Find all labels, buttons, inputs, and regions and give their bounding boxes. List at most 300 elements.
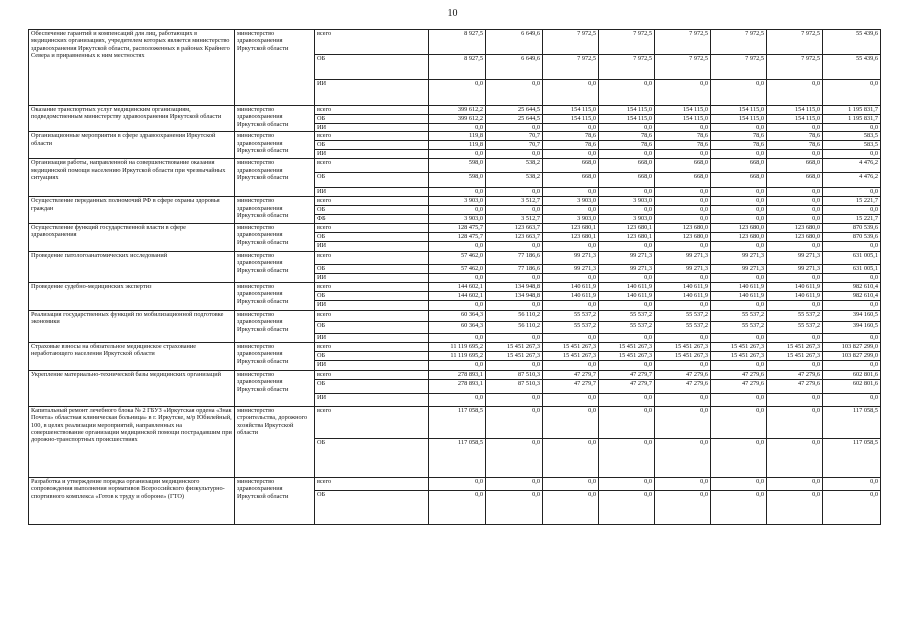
value-cell: 99 271,3	[711, 264, 767, 273]
value-cell: 154 115,0	[767, 115, 823, 124]
funding-source-cell: ОБ	[315, 351, 429, 360]
table-row	[29, 159, 881, 173]
value-cell: 47 279,6	[767, 370, 823, 379]
value-cell: 278 893,1	[429, 370, 486, 379]
value-cell: 0,0	[429, 206, 486, 215]
value-cell: 0,0	[767, 80, 823, 106]
total-cell: 103 827 299,0	[823, 342, 881, 351]
value-cell: 0,0	[767, 241, 823, 251]
total-cell: 0,0	[823, 393, 881, 406]
value-cell: 0,0	[767, 300, 823, 310]
value-cell: 99 271,3	[711, 251, 767, 264]
value-cell: 99 271,3	[767, 264, 823, 273]
value-cell: 154 115,0	[711, 106, 767, 115]
value-cell: 99 271,3	[599, 264, 655, 273]
value-cell: 47 279,6	[711, 379, 767, 393]
value-cell: 0,0	[599, 406, 655, 438]
value-cell: 128 475,7	[429, 223, 486, 232]
value-cell: 0,0	[655, 124, 711, 132]
value-cell: 0,0	[543, 406, 599, 438]
value-cell: 0,0	[711, 438, 767, 477]
value-cell: 0,0	[486, 300, 543, 310]
value-cell: 0,0	[655, 188, 711, 197]
value-cell: 87 510,3	[486, 379, 543, 393]
value-cell: 3 903,0	[543, 215, 599, 223]
value-cell: 154 115,0	[767, 106, 823, 115]
value-cell: 0,0	[486, 273, 543, 282]
value-cell: 0,0	[711, 360, 767, 370]
value-cell: 78,6	[767, 132, 823, 141]
value-cell: 55 537,2	[599, 310, 655, 321]
value-cell: 3 512,7	[486, 215, 543, 223]
funding-source-cell: ИИ	[315, 360, 429, 370]
total-cell: 4 476,2	[823, 159, 881, 173]
value-cell: 3 903,0	[599, 197, 655, 206]
total-cell: 1 195 831,7	[823, 115, 881, 124]
value-cell: 60 364,3	[429, 321, 486, 333]
value-cell: 140 611,9	[655, 282, 711, 291]
value-cell: 15 451 267,3	[486, 351, 543, 360]
value-cell: 0,0	[543, 206, 599, 215]
executor-cell: министерство здравоохранения Иркутской области	[235, 106, 315, 132]
total-cell: 602 801,6	[823, 370, 881, 379]
total-cell: 870 539,6	[823, 223, 881, 232]
table-body	[29, 30, 881, 525]
value-cell: 99 271,3	[599, 251, 655, 264]
value-cell: 154 115,0	[655, 115, 711, 124]
funding-source-cell: ИИ	[315, 333, 429, 342]
program-name-cell: Реализация государственных функций по мобилизационной подготовке экономики	[29, 310, 235, 342]
value-cell: 25 644,5	[486, 106, 543, 115]
value-cell: 0,0	[599, 360, 655, 370]
funding-source-cell: всего	[315, 406, 429, 438]
funding-source-cell: ОБ	[315, 173, 429, 188]
value-cell: 0,0	[655, 273, 711, 282]
value-cell: 77 186,6	[486, 264, 543, 273]
value-cell: 0,0	[486, 333, 543, 342]
program-name-cell: Проведение патологоанатомических исследований	[29, 251, 235, 282]
value-cell: 57 462,0	[429, 264, 486, 273]
value-cell: 0,0	[711, 197, 767, 206]
funding-source-cell: ОБ	[315, 379, 429, 393]
executor-cell: министерство здравоохранения Иркутской области	[235, 159, 315, 197]
value-cell: 7 972,5	[767, 30, 823, 55]
value-cell: 0,0	[486, 490, 543, 524]
total-cell: 0,0	[823, 360, 881, 370]
value-cell: 0,0	[767, 273, 823, 282]
value-cell: 0,0	[655, 360, 711, 370]
funding-source-cell: ИИ	[315, 124, 429, 132]
value-cell: 47 279,7	[543, 379, 599, 393]
total-cell: 0,0	[823, 80, 881, 106]
value-cell: 47 279,7	[599, 370, 655, 379]
program-name-cell: Укрепление материально-технической базы медицинских организаций	[29, 370, 235, 406]
value-cell: 0,0	[711, 300, 767, 310]
program-name-cell: Разработка и утверждение порядка организации медицинского сопровождения выполнения нормативов Всероссийского физкультурно-спортивного комплекса «Готов к труду и обороне» (ГТО)	[29, 477, 235, 524]
value-cell: 0,0	[655, 241, 711, 251]
value-cell: 0,0	[655, 80, 711, 106]
value-cell: 3 903,0	[599, 215, 655, 223]
value-cell: 0,0	[486, 241, 543, 251]
value-cell: 144 602,1	[429, 291, 486, 300]
value-cell: 0,0	[429, 124, 486, 132]
program-name-cell: Обеспечение гарантий и компенсаций для лиц, работающих в медицинских организациях, учредителем которых является министерство здравоохранения Иркутской области, расположенных в районах Крайнего Севера и приравненных к ним местностях	[29, 30, 235, 106]
table-row	[29, 370, 881, 379]
value-cell: 140 611,9	[599, 291, 655, 300]
value-cell: 8 927,5	[429, 55, 486, 80]
value-cell: 154 115,0	[599, 115, 655, 124]
value-cell: 0,0	[767, 197, 823, 206]
funding-source-cell: ОБ	[315, 438, 429, 477]
value-cell: 15 451 267,3	[599, 351, 655, 360]
value-cell: 0,0	[711, 273, 767, 282]
funding-source-cell: ИИ	[315, 80, 429, 106]
value-cell: 87 510,3	[486, 370, 543, 379]
value-cell: 0,0	[711, 241, 767, 251]
funding-source-cell: всего	[315, 251, 429, 264]
funding-source-cell: ОБ	[315, 291, 429, 300]
table-row	[29, 477, 881, 490]
value-cell: 99 271,3	[655, 251, 711, 264]
value-cell: 78,6	[711, 132, 767, 141]
value-cell: 15 451 267,3	[767, 342, 823, 351]
value-cell: 99 271,3	[543, 251, 599, 264]
value-cell: 0,0	[655, 197, 711, 206]
program-name-cell: Организация работы, направленной на совершенствование оказания медицинской помощи населению Иркутской области при чрезвычайных ситуациях	[29, 159, 235, 197]
total-cell: 0,0	[823, 241, 881, 251]
funding-source-cell: ОБ	[315, 232, 429, 241]
total-cell: 631 005,1	[823, 251, 881, 264]
value-cell: 78,6	[599, 132, 655, 141]
executor-cell: министерство здравоохранения Иркутской области	[235, 132, 315, 159]
value-cell: 15 451 267,3	[655, 351, 711, 360]
value-cell: 56 110,2	[486, 310, 543, 321]
funding-source-cell: ИИ	[315, 273, 429, 282]
funding-source-cell: ОБ	[315, 115, 429, 124]
total-cell: 55 439,6	[823, 55, 881, 80]
budget-table	[28, 29, 881, 525]
value-cell: 15 451 267,3	[599, 342, 655, 351]
funding-source-cell: всего	[315, 106, 429, 115]
value-cell: 0,0	[486, 393, 543, 406]
value-cell: 668,0	[767, 159, 823, 173]
value-cell: 119,8	[429, 132, 486, 141]
value-cell: 0,0	[543, 241, 599, 251]
value-cell: 0,0	[599, 438, 655, 477]
total-cell: 4 476,2	[823, 173, 881, 188]
value-cell: 0,0	[429, 150, 486, 159]
value-cell: 77 186,6	[486, 251, 543, 264]
value-cell: 0,0	[543, 438, 599, 477]
total-cell: 15 221,7	[823, 197, 881, 206]
value-cell: 140 611,9	[711, 291, 767, 300]
value-cell: 7 972,5	[599, 30, 655, 55]
value-cell: 123 680,0	[655, 223, 711, 232]
value-cell: 55 537,2	[711, 321, 767, 333]
value-cell: 0,0	[767, 406, 823, 438]
value-cell: 117 058,5	[429, 438, 486, 477]
value-cell: 144 602,1	[429, 282, 486, 291]
value-cell: 56 110,2	[486, 321, 543, 333]
value-cell: 7 972,5	[599, 55, 655, 80]
value-cell: 0,0	[429, 490, 486, 524]
value-cell: 15 451 267,3	[655, 342, 711, 351]
value-cell: 123 663,7	[486, 232, 543, 241]
value-cell: 0,0	[655, 206, 711, 215]
value-cell: 0,0	[599, 124, 655, 132]
value-cell: 668,0	[655, 173, 711, 188]
value-cell: 0,0	[486, 360, 543, 370]
funding-source-cell: всего	[315, 342, 429, 351]
value-cell: 8 927,5	[429, 30, 486, 55]
value-cell: 11 119 695,2	[429, 351, 486, 360]
total-cell: 0,0	[823, 300, 881, 310]
value-cell: 0,0	[711, 188, 767, 197]
value-cell: 0,0	[486, 406, 543, 438]
value-cell: 538,2	[486, 159, 543, 173]
value-cell: 0,0	[599, 188, 655, 197]
total-cell: 631 005,1	[823, 264, 881, 273]
value-cell: 598,0	[429, 159, 486, 173]
value-cell: 3 903,0	[429, 197, 486, 206]
value-cell: 0,0	[711, 477, 767, 490]
value-cell: 0,0	[599, 393, 655, 406]
value-cell: 668,0	[543, 159, 599, 173]
value-cell: 0,0	[486, 150, 543, 159]
executor-cell: министерство строительства, дорожного хозяйства Иркутской области	[235, 406, 315, 477]
value-cell: 7 972,5	[655, 55, 711, 80]
value-cell: 154 115,0	[543, 115, 599, 124]
value-cell: 47 279,6	[655, 379, 711, 393]
value-cell: 0,0	[655, 215, 711, 223]
table-row	[29, 406, 881, 438]
total-cell: 982 610,4	[823, 282, 881, 291]
executor-cell: министерство здравоохранения Иркутской области	[235, 223, 315, 251]
value-cell: 25 644,5	[486, 115, 543, 124]
value-cell: 117 058,5	[429, 406, 486, 438]
value-cell: 123 680,1	[543, 223, 599, 232]
value-cell: 7 972,5	[543, 30, 599, 55]
value-cell: 0,0	[486, 80, 543, 106]
value-cell: 0,0	[543, 188, 599, 197]
total-cell: 0,0	[823, 206, 881, 215]
value-cell: 78,6	[767, 141, 823, 150]
value-cell: 278 893,1	[429, 379, 486, 393]
funding-source-cell: всего	[315, 477, 429, 490]
value-cell: 0,0	[486, 206, 543, 215]
value-cell: 55 537,2	[767, 310, 823, 321]
value-cell: 134 948,8	[486, 291, 543, 300]
total-cell: 602 801,6	[823, 379, 881, 393]
value-cell: 6 649,6	[486, 30, 543, 55]
funding-source-cell: всего	[315, 30, 429, 55]
value-cell: 668,0	[599, 159, 655, 173]
value-cell: 7 972,5	[711, 30, 767, 55]
value-cell: 0,0	[711, 150, 767, 159]
value-cell: 0,0	[543, 124, 599, 132]
value-cell: 3 512,7	[486, 197, 543, 206]
value-cell: 0,0	[486, 188, 543, 197]
value-cell: 15 451 267,3	[543, 351, 599, 360]
value-cell: 668,0	[711, 159, 767, 173]
value-cell: 0,0	[429, 333, 486, 342]
value-cell: 0,0	[543, 477, 599, 490]
total-cell: 117 058,5	[823, 438, 881, 477]
value-cell: 134 948,8	[486, 282, 543, 291]
value-cell: 140 611,9	[599, 282, 655, 291]
table-row	[29, 251, 881, 264]
value-cell: 123 680,0	[767, 223, 823, 232]
value-cell: 140 611,9	[655, 291, 711, 300]
value-cell: 0,0	[543, 80, 599, 106]
funding-source-cell: ОБ	[315, 264, 429, 273]
value-cell: 0,0	[599, 333, 655, 342]
value-cell: 0,0	[429, 300, 486, 310]
value-cell: 598,0	[429, 173, 486, 188]
value-cell: 399 612,2	[429, 106, 486, 115]
total-cell: 583,5	[823, 141, 881, 150]
program-name-cell: Осуществление функций государственной власти в сфере здравоохранения	[29, 223, 235, 251]
total-cell: 55 439,6	[823, 30, 881, 55]
funding-source-cell: всего	[315, 370, 429, 379]
total-cell: 982 610,4	[823, 291, 881, 300]
table-row	[29, 30, 881, 55]
table-row	[29, 310, 881, 321]
value-cell: 0,0	[655, 490, 711, 524]
funding-source-cell: ОБ	[315, 206, 429, 215]
value-cell: 0,0	[767, 150, 823, 159]
total-cell: 0,0	[823, 124, 881, 132]
value-cell: 0,0	[599, 477, 655, 490]
executor-cell: министерство здравоохранения Иркутской области	[235, 197, 315, 223]
program-name-cell: Осуществление переданных полномочий РФ в сфере охраны здоровья граждан	[29, 197, 235, 223]
funding-source-cell: всего	[315, 310, 429, 321]
value-cell: 0,0	[711, 406, 767, 438]
value-cell: 0,0	[655, 438, 711, 477]
value-cell: 399 612,2	[429, 115, 486, 124]
value-cell: 0,0	[711, 215, 767, 223]
table-row	[29, 132, 881, 141]
value-cell: 0,0	[767, 124, 823, 132]
value-cell: 0,0	[655, 477, 711, 490]
value-cell: 70,7	[486, 132, 543, 141]
value-cell: 0,0	[767, 188, 823, 197]
total-cell: 870 539,6	[823, 232, 881, 241]
value-cell: 0,0	[767, 438, 823, 477]
value-cell: 0,0	[767, 490, 823, 524]
value-cell: 47 279,6	[655, 370, 711, 379]
value-cell: 538,2	[486, 173, 543, 188]
total-cell: 103 827 299,0	[823, 351, 881, 360]
value-cell: 123 680,0	[655, 232, 711, 241]
value-cell: 7 972,5	[711, 55, 767, 80]
value-cell: 123 680,1	[543, 232, 599, 241]
funding-source-cell: всего	[315, 132, 429, 141]
value-cell: 99 271,3	[655, 264, 711, 273]
total-cell: 394 160,5	[823, 310, 881, 321]
table-row	[29, 106, 881, 115]
value-cell: 47 279,6	[711, 370, 767, 379]
table-row	[29, 282, 881, 291]
value-cell: 668,0	[599, 173, 655, 188]
value-cell: 0,0	[486, 477, 543, 490]
table-row	[29, 197, 881, 206]
value-cell: 0,0	[711, 333, 767, 342]
value-cell: 15 451 267,3	[486, 342, 543, 351]
funding-source-cell: всего	[315, 159, 429, 173]
value-cell: 0,0	[767, 333, 823, 342]
value-cell: 668,0	[767, 173, 823, 188]
value-cell: 55 537,2	[711, 310, 767, 321]
program-name-cell: Страховые взносы на обязательное медицинское страхование неработающего населения Иркутской области	[29, 342, 235, 370]
total-cell: 0,0	[823, 333, 881, 342]
executor-cell: министерство здравоохранения Иркутской области	[235, 342, 315, 370]
value-cell: 78,6	[599, 141, 655, 150]
value-cell: 154 115,0	[599, 106, 655, 115]
value-cell: 0,0	[429, 477, 486, 490]
program-name-cell: Организационные мероприятия в сфере здравоохранения Иркутской области	[29, 132, 235, 159]
value-cell: 123 663,7	[486, 223, 543, 232]
value-cell: 47 279,7	[543, 370, 599, 379]
value-cell: 154 115,0	[711, 115, 767, 124]
funding-source-cell: ОБ	[315, 490, 429, 524]
total-cell: 0,0	[823, 150, 881, 159]
executor-cell: министерство здравоохранения Иркутской области	[235, 370, 315, 406]
value-cell: 0,0	[655, 406, 711, 438]
funding-source-cell: ИИ	[315, 393, 429, 406]
value-cell: 0,0	[429, 393, 486, 406]
value-cell: 78,6	[655, 141, 711, 150]
total-cell: 583,5	[823, 132, 881, 141]
value-cell: 47 279,7	[599, 379, 655, 393]
executor-cell: министерство здравоохранения Иркутской области	[235, 30, 315, 106]
value-cell: 123 680,0	[767, 232, 823, 241]
funding-source-cell: ИИ	[315, 300, 429, 310]
value-cell: 154 115,0	[655, 106, 711, 115]
page-number: 10	[447, 8, 458, 19]
value-cell: 47 279,6	[767, 379, 823, 393]
value-cell: 0,0	[429, 241, 486, 251]
value-cell: 7 972,5	[655, 30, 711, 55]
funding-source-cell: ОБ	[315, 55, 429, 80]
value-cell: 0,0	[767, 206, 823, 215]
value-cell: 0,0	[655, 393, 711, 406]
value-cell: 0,0	[767, 477, 823, 490]
value-cell: 128 475,7	[429, 232, 486, 241]
value-cell: 0,0	[486, 124, 543, 132]
program-name-cell: Капитальный ремонт лечебного блока № 2 ГБУЗ «Иркутская ордена «Знак Почета» областная клиническая больница» в г. Иркутске, м/р Юбилейный, 100, в целях реализации мероприятий, направленных на совершенствование организации медицинской помощи пострадавшим при дорожно-транспортных происшествиях	[29, 406, 235, 477]
value-cell: 140 611,9	[711, 282, 767, 291]
program-name-cell: Проведение судебно-медицинских экспертиз	[29, 282, 235, 310]
total-cell: 394 160,5	[823, 321, 881, 333]
value-cell: 99 271,3	[543, 264, 599, 273]
value-cell: 0,0	[429, 360, 486, 370]
total-cell: 0,0	[823, 188, 881, 197]
value-cell: 668,0	[711, 173, 767, 188]
total-cell: 0,0	[823, 490, 881, 524]
funding-source-cell: ОБ	[315, 141, 429, 150]
table-row	[29, 223, 881, 232]
value-cell: 55 537,2	[767, 321, 823, 333]
value-cell: 11 119 695,2	[429, 342, 486, 351]
value-cell: 0,0	[767, 360, 823, 370]
value-cell: 7 972,5	[543, 55, 599, 80]
value-cell: 0,0	[543, 360, 599, 370]
value-cell: 0,0	[429, 80, 486, 106]
value-cell: 0,0	[711, 80, 767, 106]
value-cell: 140 611,9	[767, 291, 823, 300]
total-cell: 117 058,5	[823, 406, 881, 438]
